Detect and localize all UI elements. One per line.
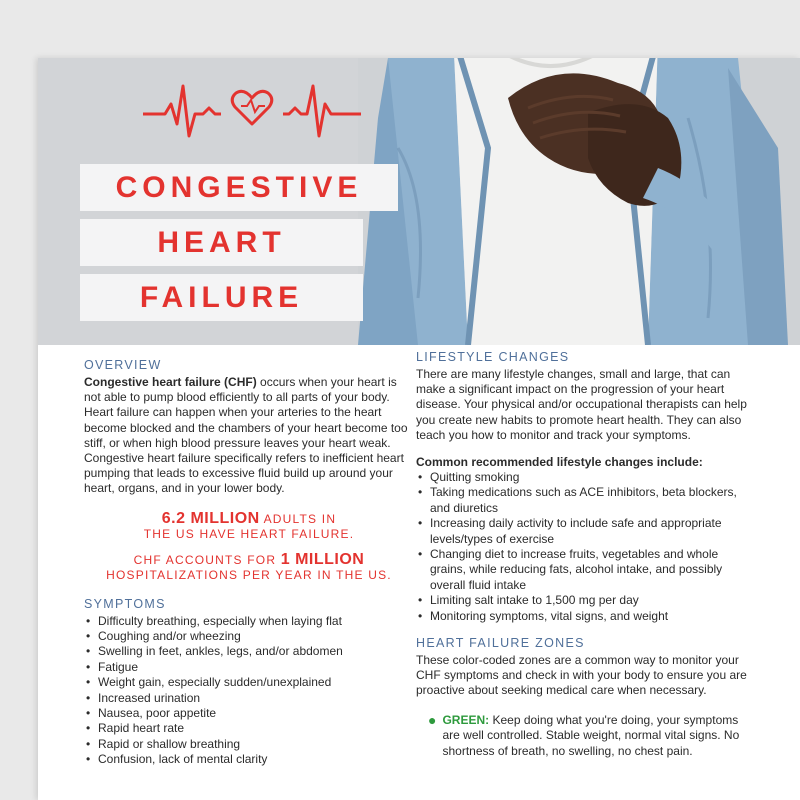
zones-heading: HEART FAILURE ZONES — [416, 636, 585, 651]
overview-heading: OVERVIEW — [84, 358, 162, 372]
list-item: • Increasing daily activity to include safe and appropriate levels/types of exercise — [416, 516, 756, 547]
title-line-3: FAILURE — [80, 274, 363, 321]
overview-term: Congestive heart failure (CHF) — [84, 375, 257, 389]
list-item: • Weight gain, especially sudden/unexplained — [84, 675, 414, 690]
list-item: • Coughing and/or wheezing — [84, 629, 414, 644]
list-item: • Limiting salt intake to 1,500 mg per day — [416, 593, 756, 608]
list-item: • Rapid or shallow breathing — [84, 737, 414, 752]
title-line-1: CONGESTIVE — [80, 164, 398, 211]
list-item: • Fatigue — [84, 660, 414, 675]
overview-paragraph — [84, 375, 414, 497]
symptoms-list — [84, 614, 414, 768]
symptoms-heading: SYMPTOMS — [84, 596, 166, 611]
lifestyle-heading: LIFESTYLE CHANGES — [416, 350, 570, 364]
stat1-number: 6.2 MILLION — [161, 509, 260, 527]
stat2-number: 1 MILLION — [280, 550, 365, 568]
zones-paragraph: These color-coded zones are a common way to monitor your CHF symptoms and check in with your body to ensure you are proactive about seeking medical care when necessary. — [416, 653, 747, 698]
right-column — [416, 350, 756, 759]
heartbeat-heart-icon — [143, 80, 361, 142]
left-column — [84, 358, 414, 768]
green-dot-icon: ● — [428, 711, 437, 728]
list-item: • Quitting smoking — [416, 470, 756, 485]
list-item: • Monitoring symptoms, vital signs, and weight — [416, 609, 756, 624]
green-zone-label: GREEN: — [442, 712, 490, 727]
overview-text: occurs when your heart is not able to pump blood efficiently to all parts of your body. Heart failure can happen when your arteries to the heart become blocked and the chambers of your heart become too stiff, or when high blood pressure leaves your heart weak. Congestive heart failure specifically refers to inefficient heart pumping that leads to excessive fluid build up around your heart, organs, and in your lower body. — [84, 375, 408, 496]
list-item: • Changing diet to increase fruits, vegetables and whole grains, while reducing fats, alcohol intake, and possibly overall fluid intake — [416, 547, 756, 593]
lifestyle-paragraph: There are many lifestyle changes, small and large, that can make a significant impact on the progression of your heart disease. Your physical and/or occupational therapists can help you create new habits to promote heart health. They can also teach you how to monitor and track your symptoms. — [416, 367, 747, 442]
stat2-pre: CHF ACCOUNTS FOR — [133, 552, 281, 567]
hero-banner — [38, 58, 800, 345]
stat-adults — [84, 511, 414, 542]
handout-sheet — [38, 58, 800, 800]
green-zone-text: Keep doing what you're doing, your symptoms are well controlled. Stable weight, normal vital signs. No shortness of breath, no swelling, no chest pain. — [442, 712, 740, 758]
list-item: • Rapid heart rate — [84, 721, 414, 736]
list-item: • Increased urination — [84, 691, 414, 706]
list-item: • Nausea, poor appetite — [84, 706, 414, 721]
lifestyle-subheading: Common recommended lifestyle changes include: — [416, 455, 703, 470]
hands-on-chest-photo — [358, 58, 800, 345]
list-item: • Difficulty breathing, especially when laying flat — [84, 614, 414, 629]
green-zone — [416, 713, 756, 759]
lifestyle-list — [416, 470, 756, 624]
title-line-2: HEART — [80, 219, 363, 266]
stat2-rest: HOSPITALIZATIONS PER YEAR IN THE US. — [106, 567, 392, 582]
stat1-rest-b: THE US HAVE HEART FAILURE. — [143, 526, 355, 541]
stat-hospitalizations — [84, 552, 414, 583]
list-item: • Taking medications such as ACE inhibitors, beta blockers, and diuretics — [416, 485, 756, 516]
stat1-rest-a: ADULTS IN — [259, 511, 337, 526]
list-item: • Confusion, lack of mental clarity — [84, 752, 414, 767]
list-item: • Swelling in feet, ankles, legs, and/or abdomen — [84, 644, 414, 659]
